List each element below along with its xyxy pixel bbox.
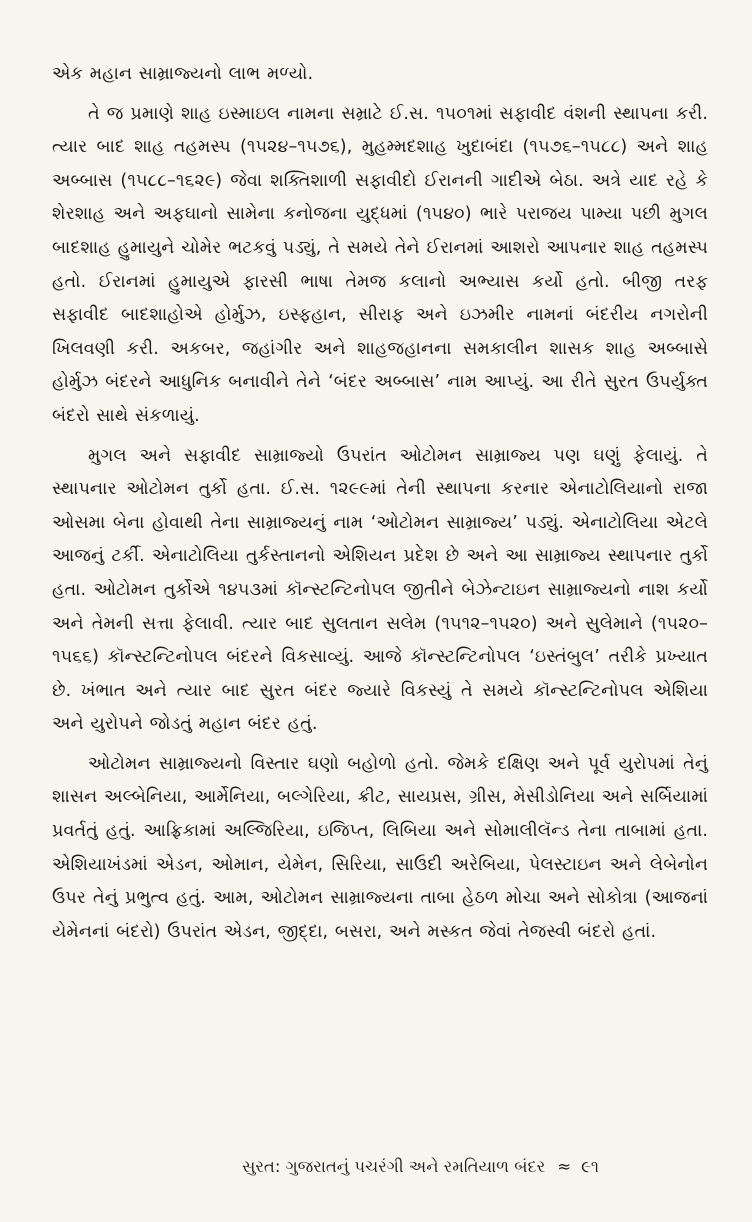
text-body xyxy=(52,58,708,949)
page-footer xyxy=(242,1154,712,1180)
footer-separator: ≈ xyxy=(557,1157,572,1176)
paragraph-ottoman-origin: મુગલ અને સફાવીદ સામ્રાજ્યો ઉપરાંત ઓટોમન સામ્રાજ્ય પણ ઘણું ફેલાયું. તે સ્થાપનાર ઓટોમન તુર્કો હતા. ઈ.સ. ૧૨૯૯માં તેની સ્થાપના કરનાર એનાટોલિયાનો રાજા ઓસમા બેના હોવાથી તેના સામ્રાજ્યનું નામ ‘ઓટોમન સામ્રાજ્ય’ પડ્યું. એનાટોલિયા એટલે આજનું ટર્કી. એનાટોલિયા તુર્કસ્તાનનો એશિયન પ્રદેશ છે અને આ સામ્રાજ્ય સ્થાપનાર તુર્કો હતા. ઓટોમન તુર્કોએ ૧૪૫૩માં કૉન્સ્ટન્ટિનોપલ જીતીને બેઝેન્ટાઇન સામ્રાજ્યનો નાશ કર્યો અને તેમની સત્તા ફેલાવી. ત્યાર બાદ સુલતાન સલેમ (૧૫૧૨–૧૫૨૦) અને સુલેમાને (૧૫૨૦–૧૫૬૬) કૉન્સ્ટન્ટિનોપલ બંદરને વિકસાવ્યું. આજે કૉન્સ્ટન્ટિનોપલ ‘ઇસ્તંબુલ’ તરીકે પ્રખ્યાત છે. ખંભાત અને ત્યાર બાદ સુરત બંદર જ્યારે વિકસ્યું તે સમયે કૉન્સ્ટન્ટિનોપલ એશિયા અને યુરોપને જોડતું મહાન બંદર હતું. xyxy=(52,445,708,735)
paragraph-safavid: તે જ પ્રમાણે શાહ ઇસ્માઇલ નામના સમ્રાટે ઈ.સ. ૧૫૦૧માં સફાવીદ વંશની સ્થાપના કરી. ત્યાર બાદ શાહ તહમસ્પ (૧૫૨૪–૧૫૭૬), મુહમ્મદશાહ ખુદાબંદા (૧૫૭૬–૧૫૮૮) અને શાહ અબ્બાસ (૧૫૮૮–૧૬૨૯) જેવા શક્તિશાળી સફાવીદો ઈરાનની ગાદીએ બેઠા. અત્રે યાદ રહે કે શેરશાહ અને અફઘાનો સામેના કનોજના યુદ્ધમાં (૧૫૪૦) ભારે પરાજય પામ્યા પછી મુગલ બાદશાહ હુમાયુને ચોમેર ભટકવું પડ્યું, તે સમયે તેને ઈરાનમાં આશરો આપનાર શાહ તહમસ્પ હતો. ઈરાનમાં હુમાયુએ ફારસી ભાષા તેમજ કલાનો અભ્યાસ કર્યો હતો. બીજી તરફ સફાવીદ બાદશાહોએ હોર્મુઝ, ઇસ્ફહાન, સીરાફ અને ઇઝમીર નામનાં બંદરીય નગરોની ખિલવણી કરી. અકબર, જહાંગીર અને શાહજહાનના સમકાલીન શાસક શાહ અબ્બાસે હોર્મુઝ બંદરને આધુનિક બનાવીને તેને ‘બંદર અબ્બાસ’ નામ આપ્યું. આ રીતે સુરત ઉપર્યુક્ત બંદરો સાથે સંકળાયું. xyxy=(52,103,708,426)
running-title: સુરત: ગુજરાતનું પચરંગી અને રમતિયાળ બંદર xyxy=(242,1157,546,1176)
paragraph-continuation: એક મહાન સામ્રાજ્યનો લાભ મળ્યો. xyxy=(52,64,314,84)
page-number: ૯૧ xyxy=(581,1157,599,1176)
paragraph-ottoman-extent: ઓટોમન સામ્રાજ્યનો વિસ્તાર ઘણો બહોળો હતો. જેમકે દક્ષિણ અને પૂર્વ યુરોપમાં તેનું શાસન અલ્બેનિયા, આર્મેનિયા, બલ્ગેરિયા, ક્રીટ, સાયપ્રસ, ગ્રીસ, મેસીડોનિયા અને સર્બિયામાં પ્રવર્તતું હતું. આફ્રિકામાં અલ્જિરિયા, ઇજિપ્ત, લિબિયા અને સોમાલીલૅન્ડ તેના તાબામાં હતા. એશિયાખંડમાં એડન, ઓમાન, યેમેન, સિરિયા, સાઉદી અરેબિયા, પેલસ્ટાઇન અને લેબેનોન ઉપર તેનું પ્રભુત્વ હતું. આમ, ઓટોમન સામ્રાજ્યના તાબા હેઠળ મોચા અને સોકોત્રા (આજનાં યેમેનનાં બંદરો) ઉપરાંત એડન, જીદ્દા, બસરા, અને મસ્કત જેવાં તેજસ્વી બંદરો હતાં. xyxy=(52,753,708,942)
